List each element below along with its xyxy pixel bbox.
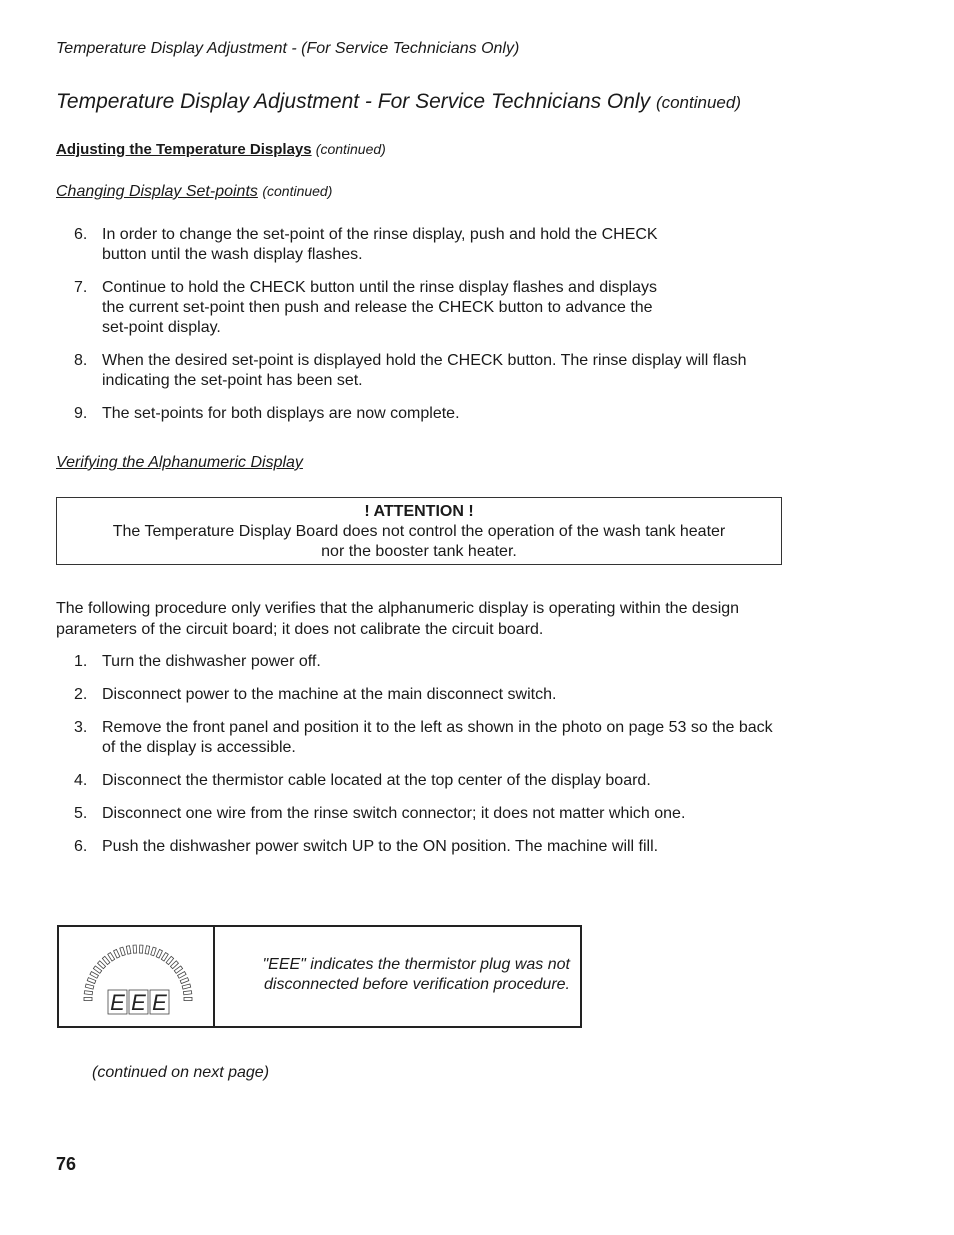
arc-segment — [87, 978, 96, 984]
step-text: Continue to hold the CHECK button until the rinse display flashes and displays the current set-point then push and release the CHECK button to advance the set-point display. — [102, 279, 657, 336]
arc-segment — [133, 945, 137, 953]
running-header: Temperature Display Adjustment - (For Service Technicians Only) — [56, 40, 520, 57]
list-item — [56, 225, 706, 265]
arc-segment — [93, 966, 101, 973]
figure-caption-line-1: "EEE" indicates the thermistor plug was not — [262, 956, 570, 973]
figure-caption — [217, 955, 570, 995]
arc-segment — [84, 991, 92, 995]
page-title-continued: (continued) — [655, 93, 741, 112]
subsection-setpoints — [56, 183, 332, 201]
arc-segment — [156, 949, 162, 958]
step-number: 1. — [74, 653, 88, 670]
step-text: Push the dishwasher power switch UP to the ON position. The machine will fill. — [102, 838, 659, 855]
step-text: Remove the front panel and position it to the left as shown in the photo on page 53 so the back of the display is accessible. — [102, 719, 773, 756]
digit-char: E — [152, 990, 167, 1015]
step-number: 2. — [74, 686, 88, 703]
step-number: 4. — [74, 772, 88, 789]
step-number: 6. — [74, 838, 88, 855]
arc-segment — [139, 945, 143, 953]
figure-table — [57, 925, 582, 1028]
step-text: Disconnect the thermistor cable located at the top center of the display board. — [102, 772, 651, 789]
list-item — [56, 685, 776, 705]
list-item — [56, 804, 776, 824]
arc-segment — [120, 947, 126, 956]
step-number: 6. — [74, 226, 88, 243]
page-title — [56, 90, 741, 114]
step-text: When the desired set-point is displayed hold the CHECK button. The rinse display will flash indicating the set-point has been set. — [102, 352, 747, 389]
segmented-arc-display-icon — [75, 937, 201, 1021]
procedure-steps-list — [56, 652, 776, 870]
attention-box — [56, 497, 782, 565]
list-item — [56, 404, 706, 424]
arc-segment — [98, 961, 106, 969]
intro-paragraph: The following procedure only verifies that the alphanumeric display is operating within the design parameters of the circuit board; it does not calibrate the circuit board. — [56, 600, 740, 638]
step-text: The set-points for both displays are now complete. — [102, 405, 460, 422]
table-divider — [213, 927, 215, 1026]
arc-segment — [145, 946, 150, 954]
step-number: 7. — [74, 279, 88, 296]
arc-segment — [166, 956, 174, 964]
list-item — [56, 718, 776, 758]
arc-segment — [178, 972, 187, 979]
list-item — [56, 278, 706, 338]
arc-segment — [174, 966, 182, 973]
digit-char: E — [131, 990, 146, 1015]
arc-segment — [151, 947, 157, 956]
page-title-main: Temperature Display Adjustment - For Service Technicians Only — [56, 90, 651, 113]
step-number: 5. — [74, 805, 88, 822]
step-number: 9. — [74, 405, 88, 422]
arc-segment — [184, 997, 192, 1000]
list-item — [56, 351, 786, 391]
step-text: Disconnect power to the machine at the main disconnect switch. — [102, 686, 557, 703]
step-number: 8. — [74, 352, 88, 369]
list-item — [56, 837, 776, 857]
subsection-setpoints-title: Changing Display Set-points — [56, 183, 258, 200]
continued-note: (continued on next page) — [92, 1064, 270, 1081]
arc-segment — [102, 956, 110, 964]
figure-caption-line-2: disconnected before verification procedure. — [264, 976, 570, 993]
arc-segment — [183, 991, 191, 995]
arc-segment — [182, 984, 191, 989]
attention-line-1: The Temperature Display Board does not control the operation of the wash tank heater — [112, 523, 726, 540]
arc-segment — [170, 961, 178, 969]
subsection-verifying-title: Verifying the Alphanumeric Display — [56, 454, 303, 471]
step-text: Disconnect one wire from the rinse switch connector; it does not matter which one. — [102, 805, 686, 822]
arc-segment — [108, 953, 115, 961]
arc-segment — [84, 997, 92, 1000]
section-heading-main: Adjusting the Temperature Displays — [56, 141, 312, 158]
arc-segment — [126, 946, 131, 954]
arc-segment — [114, 949, 120, 958]
page-number: 76 — [56, 1154, 77, 1174]
digit-char: E — [110, 990, 125, 1015]
step-text: Turn the dishwasher power off. — [102, 653, 321, 670]
subsection-setpoints-continued: (continued) — [262, 183, 333, 199]
step-number: 3. — [74, 719, 88, 736]
attention-line-2: nor the booster tank heater. — [321, 543, 517, 560]
arc-segment — [90, 972, 99, 979]
attention-heading: ! ATTENTION ! — [364, 503, 474, 520]
subsection-verifying — [56, 454, 303, 472]
section-heading-continued: (continued) — [315, 141, 386, 157]
list-item — [56, 652, 776, 672]
arc-segment — [85, 984, 94, 989]
step-text: In order to change the set-point of the rinse display, push and hold the CHECK button until the wash display flashes. — [102, 226, 658, 263]
list-item — [56, 771, 776, 791]
arc-segment — [180, 978, 189, 984]
setpoint-steps-list — [56, 225, 747, 437]
section-heading — [56, 141, 386, 158]
arc-segment — [161, 953, 168, 961]
